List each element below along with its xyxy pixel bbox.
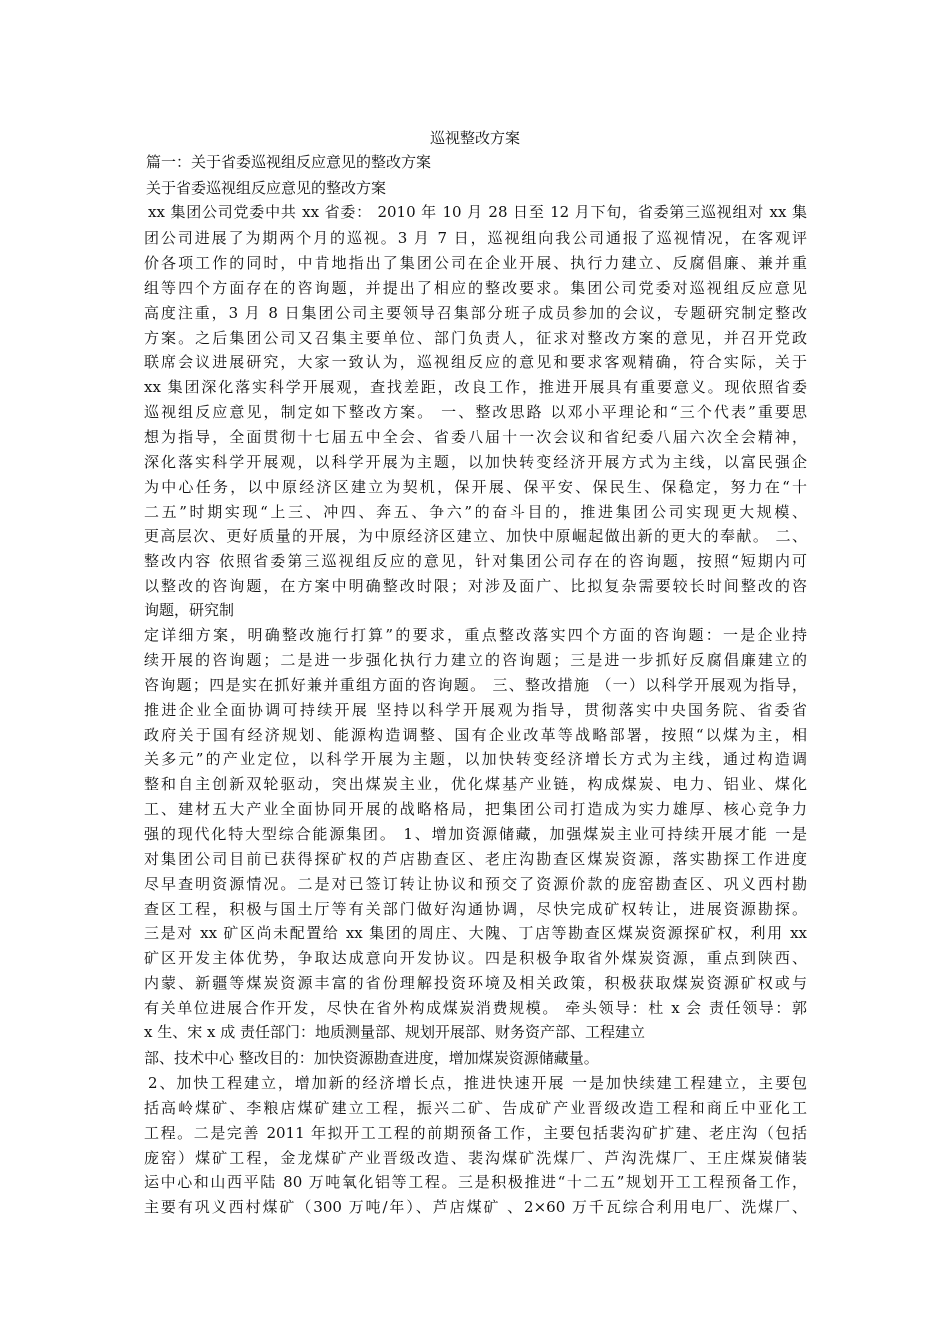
text-line: xx 集团公司党委中共 xx 省委： 2010 年 10 月 28 日至 12 月下旬，省委第三巡视组对 xx 集	[148, 203, 807, 221]
text-line: 整改内容 依照省委第三巡视组反应的意见，针对集团公司存在的咨询题，按照“短期内可	[144, 552, 807, 570]
text-line: 以整改的咨询题，在方案中明确整改时限；对涉及面广、比拟复杂需要较长时间整改的咨	[144, 577, 807, 595]
text-line: 关于省委巡视组反应意见的整改方案	[146, 179, 387, 197]
text-line: 2、加快工程建立，增加新的经济增长点，推进快速开展 一是加快续建工程建立，主要包	[148, 1074, 807, 1092]
text-line: 组等四个方面存在的咨询题，并提出了相应的整改要求。集团公司党委对巡视组反应意见	[144, 279, 807, 297]
text-line: 内蒙、新疆等煤炭资源丰富的省份理解投资环境及相关政策，积极获取煤炭资源矿权或与	[144, 974, 807, 992]
text-line: 方案。之后集团公司又召集主要单位、部门负责人，征求对整改方案的意见，并召开党政	[144, 329, 807, 347]
text-line: 政府关于国有经济规划、能源构造调整、国有企业改革等战略部署，按照“以煤为主，相	[144, 726, 807, 744]
text-line: 工程。二是完善 2011 年拟开工工程的前期预备工作，主要包括裴沟矿扩建、老庄沟（包括	[144, 1124, 807, 1142]
text-line: 定详细方案，明确整改施行打算”的要求，重点整改落实四个方面的咨询题：一是企业持	[144, 626, 807, 644]
document-title: 巡视整改方案	[429, 129, 520, 147]
text-line: 庞窑）煤矿工程，金龙煤矿产业晋级改造、裴沟煤矿洗煤厂、芦沟洗煤厂、王庄煤炭储装	[144, 1149, 807, 1167]
text-line: 括高岭煤矿、李粮店煤矿建立工程，振兴二矿、告成矿产业晋级改造工程和商丘中亚化工	[144, 1099, 807, 1117]
text-line: 整和自主创新双轮驱动，突出煤炭主业，优化煤基产业链，构成煤炭、电力、铝业、煤化	[144, 775, 807, 793]
text-line: 高度注重，3 月 8 日集团公司主要领导召集部分班子成员参加的会议，专题研究制定整改	[144, 304, 807, 322]
text-line: 想为指导，全面贯彻十七届五中全会、省委八届十一次会议和省纪委八届六次全会精神，	[144, 428, 807, 446]
text-line: 团公司进展了为期两个月的巡视。3 月 7 日，巡视组向我公司通报了巡视情况，在客观评	[144, 229, 807, 247]
text-line: 联席会议进展研究，大家一致认为，巡视组反应的意见和要求客观精确，符合实际，关于	[144, 353, 807, 371]
text-line: 关多元”的产业定位，以科学开展为主题，以加快转变经济增长方式为主线，通过构造调	[144, 750, 807, 768]
text-line: 巡视组反应意见，制定如下整改方案。 一、整改思路 以邓小平理论和“三个代表”重要思	[144, 403, 807, 421]
text-line: x 生、宋 x 成 责任部门：地质测量部、规划开展部、财务资产部、工程建立	[144, 1023, 645, 1041]
text-line: 篇一：关于省委巡视组反应意见的整改方案	[146, 153, 432, 171]
text-line: 为中心任务，以中原经济区建立为契机，保开展、保平安、保民生、保稳定，努力在“十	[144, 478, 807, 496]
text-line: 主要有巩义西村煤矿（300 万吨/年）、芦店煤矿 、2×60 万千瓦综合利用电厂、洗煤厂、	[144, 1198, 807, 1216]
text-line: 深化落实科学开展观，以科学开展为主题，以加快转变经济开展方式为主线，以富民强企	[144, 453, 807, 471]
text-line: 续开展的咨询题；二是进一步强化执行力建立的咨询题；三是进一步抓好反腐倡廉建立的	[144, 651, 807, 669]
text-line: 询题，研究制	[144, 601, 235, 619]
text-line: 有关单位进展合作开发，尽快在省外构成煤炭消费规模。 牵头领导：杜 x 会 责任领导：郭	[144, 999, 807, 1017]
text-line: xx 集团深化落实科学开展观，查找差距，改良工作，推进开展具有重要意义。现依照省委	[144, 378, 807, 396]
text-line: 更高层次、更好质量的开展，为中原经济区建立、加快中原崛起做出新的更大的奉献。 二、	[144, 527, 807, 545]
text-line: 推进企业全面协调可持续开展 坚持以科学开展观为指导，贯彻落实中央国务院、省委省	[144, 701, 807, 719]
text-line: 对集团公司目前已获得探矿权的芦店勘查区、老庄沟勘查区煤炭资源，落实勘探工作进度	[144, 850, 807, 868]
text-line: 咨询题；四是实在抓好兼并重组方面的咨询题。 三、整改措施 （一）以科学开展观为指导，	[144, 676, 807, 694]
text-line: 价各项工作的同时，中肯地指出了集团公司在企业开展、执行力建立、反腐倡廉、兼并重	[144, 254, 807, 272]
text-line: 强的现代化特大型综合能源集团。 1、增加资源储藏，加强煤炭主业可持续开展才能 一是	[144, 825, 807, 843]
text-line: 部、技术中心 整改目的：加快资源勘查进度，增加煤炭资源储藏量。	[144, 1049, 599, 1067]
text-line: 矿区开发主体优势，争取达成意向开发协议。四是积极争取省外煤炭资源，重点到陕西、	[144, 949, 807, 967]
text-line: 查区工程，积极与国土厅等有关部门做好沟通协调，尽快完成矿权转让，进展资源勘探。	[144, 900, 807, 918]
text-line: 二五”时期实现“上三、冲四、奔五、争六”的奋斗目的，推进集团公司实现更大规模、	[144, 503, 807, 521]
text-line: 三是对 xx 矿区尚未配置给 xx 集团的周庄、大隗、丁店等勘查区煤炭资源探矿权，利用 xx	[144, 924, 807, 942]
text-line: 运中心和山西平陆 80 万吨氧化铝等工程。三是积极推进“十二五”规划开工工程预备工作，	[144, 1173, 807, 1191]
text-line: 工、建材五大产业全面协同开展的战略格局，把集团公司打造成为实力雄厚、核心竞争力	[144, 800, 807, 818]
text-line: 尽早查明资源情况。二是对已签订转让协议和预交了资源价款的庞窑勘查区、巩义西村勘	[144, 875, 807, 893]
